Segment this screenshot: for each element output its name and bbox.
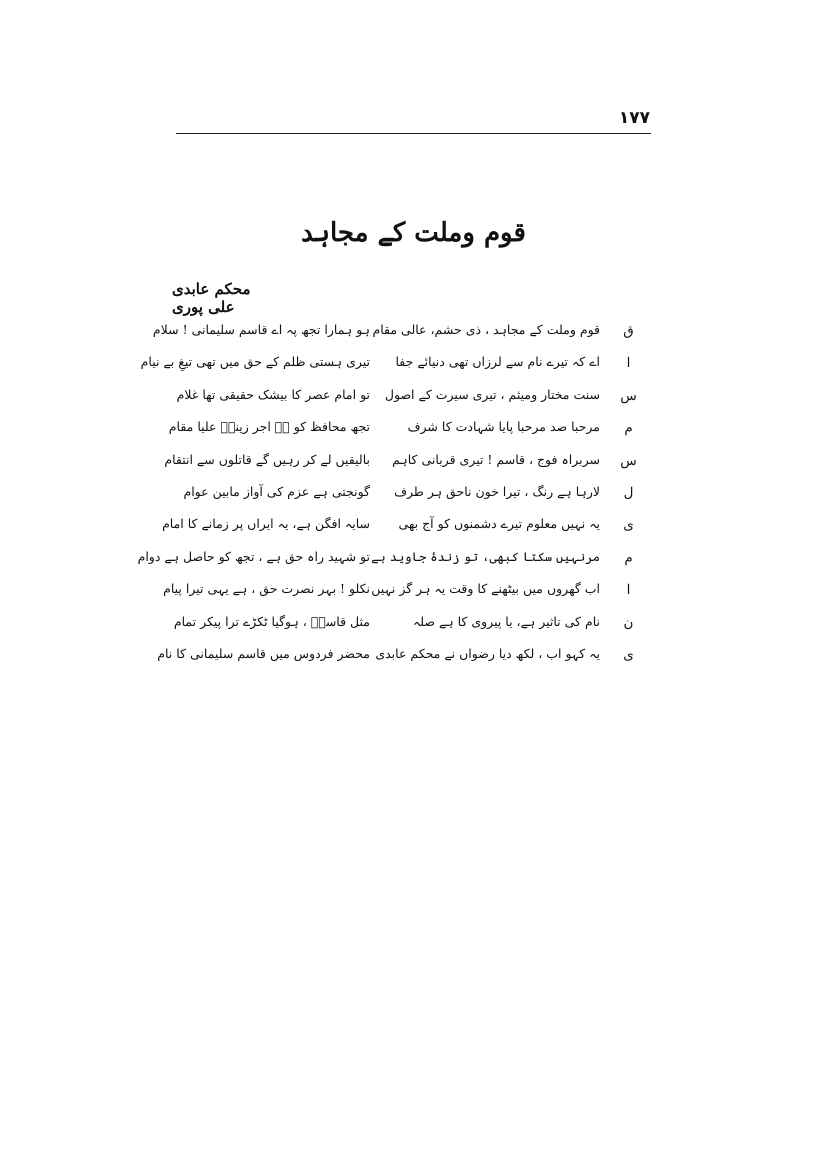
poet-name: محکم عابدی علی پوری <box>172 280 251 316</box>
acrostic-letter: ی <box>623 517 634 534</box>
acrostic-letter: ا <box>626 582 631 599</box>
verse-list <box>137 316 640 672</box>
verse-row <box>162 510 640 542</box>
verse-first-line: اب گھروں میں بیٹھنے کا وقت یہ ہر گز نہیں <box>371 581 600 597</box>
verse-second-line: گونجتی ہے عزم کی آواز مابین عوام <box>183 483 370 499</box>
verse-first-line: نام کی تاثیر ہے، یا پیروی کا ہے صلہ <box>412 613 600 629</box>
verse-row <box>137 543 640 575</box>
verse-first-line: اے کہ تیرے نام سے لرزاں تھی دنیائے جفا <box>395 354 600 370</box>
verse-first-line: سنت مختار ومیثم ، تیری سیرت کے اصول <box>384 386 600 402</box>
acrostic-letter: ق <box>623 323 634 339</box>
verse-first-line: لارہا ہے رنگ ، تیرا خون ناحق ہر طرف <box>394 483 600 499</box>
acrostic-letter: س <box>620 387 637 404</box>
verse-second-line: تجھ محافظ کو ہے اجر زینبؑ علیا مقام <box>168 419 370 435</box>
verse-second-line: تو شہید راہ حق ہے ، تجھ کو حاصل ہے دوام <box>137 548 370 564</box>
acrostic-letter: ل <box>623 484 634 501</box>
acrostic-letter: ا <box>626 355 631 372</box>
header-rule <box>176 133 651 134</box>
verse-first-line: مرنہیں سکتا کبھی، تو زندۂ جاوید ہے <box>371 548 600 564</box>
verse-second-line: بالیقیں لے کر رہیں گے قاتلوں سے انتقام <box>164 451 370 467</box>
verse-first-line: سربراہ فوج ، قاسم ! تیری قربانی کاہم <box>392 451 600 467</box>
verse-row <box>170 413 640 445</box>
verse-first-line: مرحبا صد مرحبا پایا شہادت کا شرف <box>407 419 600 435</box>
verse-row <box>164 446 640 478</box>
acrostic-letter: ن <box>623 614 634 631</box>
page-number: ۱۷۷ <box>618 108 650 128</box>
verse-row <box>152 316 640 348</box>
verse-row <box>170 608 640 640</box>
verse-second-line: سایہ افگن ہے، یہ ایراں پر زمانے کا امام <box>162 516 370 532</box>
verse-row <box>157 640 640 672</box>
verse-second-line: تو امام عصر کا بیشک حقیقی تھا غلام <box>176 386 370 402</box>
verse-second-line: محضر فردوس میں قاسم سلیمانی کا نام <box>157 645 370 661</box>
verse-row <box>170 381 640 413</box>
verse-row <box>170 478 640 510</box>
verse-first-line: یہ کہو اب ، لکھ دیا رضواں نے محکم عابدی <box>375 645 600 661</box>
acrostic-letter: م <box>624 549 633 566</box>
acrostic-letter: ی <box>623 646 634 663</box>
verse-second-line: ہو ہمارا تجھ پہ اے قاسم سلیمانی ! سلام <box>152 322 370 337</box>
verse-second-line: نکلو ! بہر نصرت حق ، ہے یہی تیرا پیام <box>163 581 370 597</box>
verse-first-line: یہ نہیں معلوم تیرے دشمنوں کو آج بھی <box>398 516 600 532</box>
verse-first-line: قوم وملت کے مجاہد ، ذی حشم، عالی مقام <box>372 322 600 337</box>
acrostic-letter: م <box>624 420 633 437</box>
verse-row <box>140 348 640 380</box>
verse-second-line: تیری ہستی ظلم کے حق میں تھی تیغِ بے نیام <box>140 354 370 370</box>
poem-title: قوم وملت کے مجاہد <box>301 218 526 248</box>
acrostic-letter: س <box>620 452 637 469</box>
verse-row <box>163 575 640 607</box>
verse-second-line: مثل قاسمؑ ، ہوگیا ٹکڑے ترا پیکر تمام <box>173 613 370 629</box>
